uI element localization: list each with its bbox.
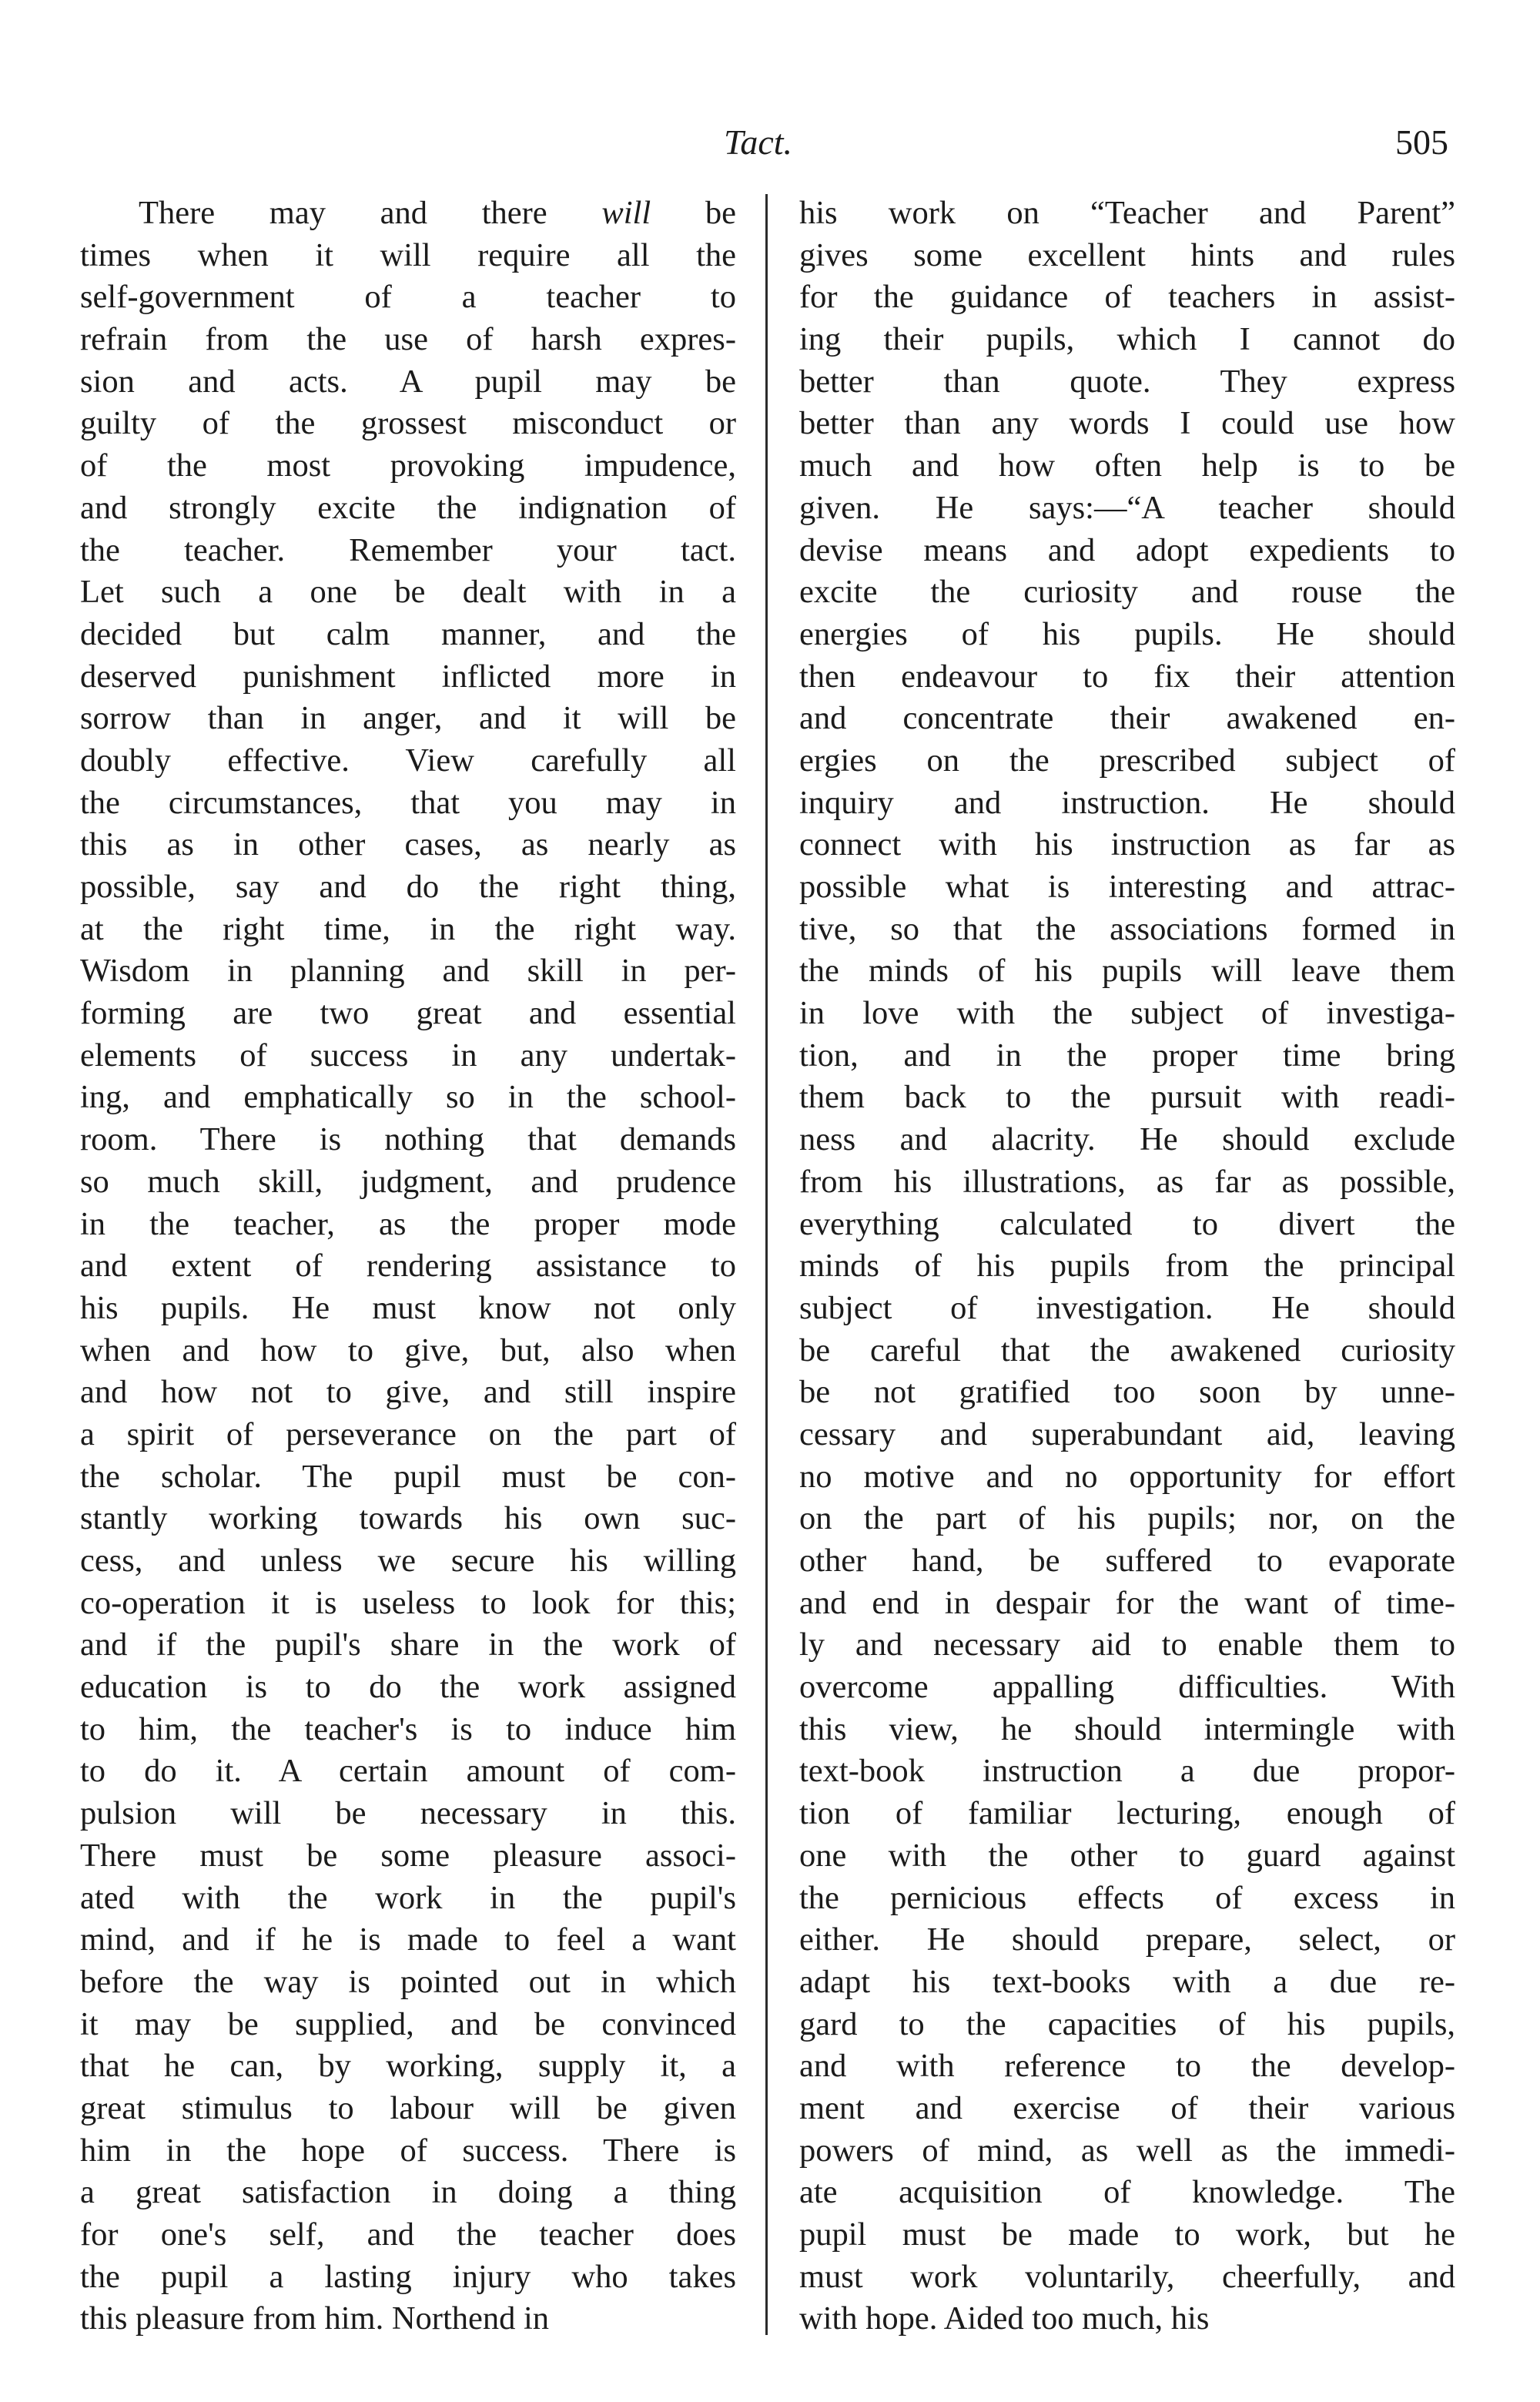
text-line: great stimulus to labour will be given [80,2089,736,2126]
text-line: at the right time, in the right way. [80,910,736,947]
text-line: the minds of his pupils will leave them [799,953,1455,990]
text-line: this view, he should intermingle with [799,1710,1455,1747]
text-line: for the guidance of teachers in assist- [799,279,1455,316]
text-line: no motive and no opportunity for effort [799,1458,1455,1495]
text-line: pupil must be made to work, but he [799,2216,1455,2253]
text-line: forming are two great and essential [80,995,736,1032]
text-line: be careful that the awakened curiosity [799,1332,1455,1369]
text-line: this as in other cases, as nearly as [80,826,736,863]
text-line: excite the curiosity and rouse the [799,574,1455,611]
text-line: ment and exercise of their various [799,2089,1455,2126]
text-line: mind, and if he is made to feel a want [80,1921,736,1958]
text-line: overcome appalling difficulties. With [799,1669,1455,1706]
page-number: 505 [1395,122,1448,162]
text-line: minds of his pupils from the principal [799,1248,1455,1285]
left-column [80,193,736,2340]
text-line: before the way is pointed out in which [80,1963,736,2000]
text-line: a spirit of perseverance on the part of [80,1415,736,1452]
text-line: the pernicious effects of excess in [799,1879,1455,1916]
text-line: much and how often help is to be [799,447,1455,484]
text-line: given. He says:—“A teacher should [799,489,1455,526]
text-line: education is to do the work assigned [80,1669,736,1706]
text-line: and if the pupil's share in the work of [80,1626,736,1663]
text-line: ing their pupils, which I cannot do [799,321,1455,358]
text-line: in the teacher, as the proper mode [80,1205,736,1242]
text-line: powers of mind, as well as the immedi- [799,2132,1455,2169]
text-line: stantly working towards his own suc- [80,1500,736,1537]
text-line: the scholar. The pupil must be con- [80,1458,736,1495]
text-line: possible, say and do the right thing, [80,869,736,905]
text-line: of the most provoking impudence, [80,447,736,484]
text-line: the circumstances, that you may in [80,784,736,821]
text-line: better than quote. They express [799,363,1455,400]
text-line: on the part of his pupils; nor, on the [799,1500,1455,1537]
text-line: from his illustrations, as far as possible, [799,1163,1455,1200]
text-line: ated with the work in the pupil's [80,1879,736,1916]
text-line: other hand, be suffered to evaporate [799,1543,1455,1579]
text-line: them back to the pursuit with readi- [799,1079,1455,1116]
text-line: text-book instruction a due propor- [799,1753,1455,1790]
text-line: Let such a one be dealt with in a [80,574,736,611]
text-line: ness and alacrity. He should exclude [799,1121,1455,1158]
text-line: to him, the teacher's is to induce him [80,1710,736,1747]
running-title: Tact. [724,122,793,162]
right-column [799,193,1455,2340]
text-line: and strongly excite the indignation of [80,489,736,526]
text-line: his pupils. He must know not only [80,1289,736,1326]
text-line: co-operation it is useless to look for this; [80,1584,736,1621]
text-line: sorrow than in anger, and it will be [80,700,736,737]
text-line: cess, and unless we secure his willing [80,1543,736,1579]
text-line: ly and necessary aid to enable them to [799,1626,1455,1663]
text-line: sion and acts. A pupil may be [80,363,736,400]
text-line: to do it. A certain amount of com- [80,1753,736,1790]
text-line: There may and there will be [139,195,736,231]
text-line: tion, and in the proper time bring [799,1037,1455,1074]
text-line: deserved punishment inflicted more in [80,658,736,695]
text-line: it may be supplied, and be convinced [80,2005,736,2042]
text-line: devise means and adopt expedients to [799,531,1455,568]
text-line: one with the other to guard against [799,1837,1455,1874]
text-line: must work voluntarily, cheerfully, and [799,2258,1455,2295]
text-line: pulsion will be necessary in this. [80,1795,736,1832]
text-line: be not gratified too soon by unne- [799,1374,1455,1411]
running-head [0,116,1540,169]
text-line: doubly effective. View carefully all [80,742,736,779]
text-line: him in the hope of success. There is [80,2132,736,2169]
text-line: refrain from the use of harsh expres- [80,321,736,358]
text-line: gard to the capacities of his pupils, [799,2005,1455,2042]
text-line: with hope. Aided too much, his [799,2300,1210,2337]
column-divider [765,194,768,2335]
text-line: and with reference to the develop- [799,2048,1455,2085]
text-line: possible what is interesting and attrac- [799,869,1455,905]
text-line: in love with the subject of investiga- [799,995,1455,1032]
text-line: better than any words I could use how [799,405,1455,442]
text-line: guilty of the grossest misconduct or [80,405,736,442]
text-line: Wisdom in planning and skill in per- [80,953,736,990]
text-line: for one's self, and the teacher does [80,2216,736,2253]
text-line: that he can, by working, supply it, a [80,2048,736,2085]
text-line: and concentrate their awakened en- [799,700,1455,737]
text-line: cessary and superabundant aid, leaving [799,1415,1455,1452]
text-line: either. He should prepare, select, or [799,1921,1455,1958]
text-line: the teacher. Remember your tact. [80,531,736,568]
text-line: so much skill, judgment, and prudence [80,1163,736,1200]
text-line: a great satisfaction in doing a thing [80,2174,736,2211]
text-line: and extent of rendering assistance to [80,1248,736,1285]
text-line: his work on “Teacher and Parent” [799,195,1455,231]
text-line: There must be some pleasure associ- [80,1837,736,1874]
text-line: ing, and emphatically so in the school- [80,1079,736,1116]
text-line: tive, so that the associations formed in [799,910,1455,947]
text-line: ergies on the prescribed subject of [799,742,1455,779]
text-line: and how not to give, and still inspire [80,1374,736,1411]
text-line: the pupil a lasting injury who takes [80,2258,736,2295]
text-line: decided but calm manner, and the [80,615,736,652]
text-line: subject of investigation. He should [799,1289,1455,1326]
text-line: adapt his text-books with a due re- [799,1963,1455,2000]
text-line: and end in despair for the want of time- [799,1584,1455,1621]
text-line: room. There is nothing that demands [80,1121,736,1158]
text-line: everything calculated to divert the [799,1205,1455,1242]
text-line: elements of success in any undertak- [80,1037,736,1074]
text-line: gives some excellent hints and rules [799,236,1455,273]
text-line: then endeavour to fix their attention [799,658,1455,695]
text-line: inquiry and instruction. He should [799,784,1455,821]
text-line: energies of his pupils. He should [799,615,1455,652]
text-line: self-government of a teacher to [80,279,736,316]
text-line: ate acquisition of knowledge. The [799,2174,1455,2211]
text-line: tion of familiar lecturing, enough of [799,1795,1455,1832]
text-line: this pleasure from him. Northend in [80,2300,550,2337]
text-line: when and how to give, but, also when [80,1332,736,1369]
text-line: times when it will require all the [80,236,736,273]
text-line: connect with his instruction as far as [799,826,1455,863]
